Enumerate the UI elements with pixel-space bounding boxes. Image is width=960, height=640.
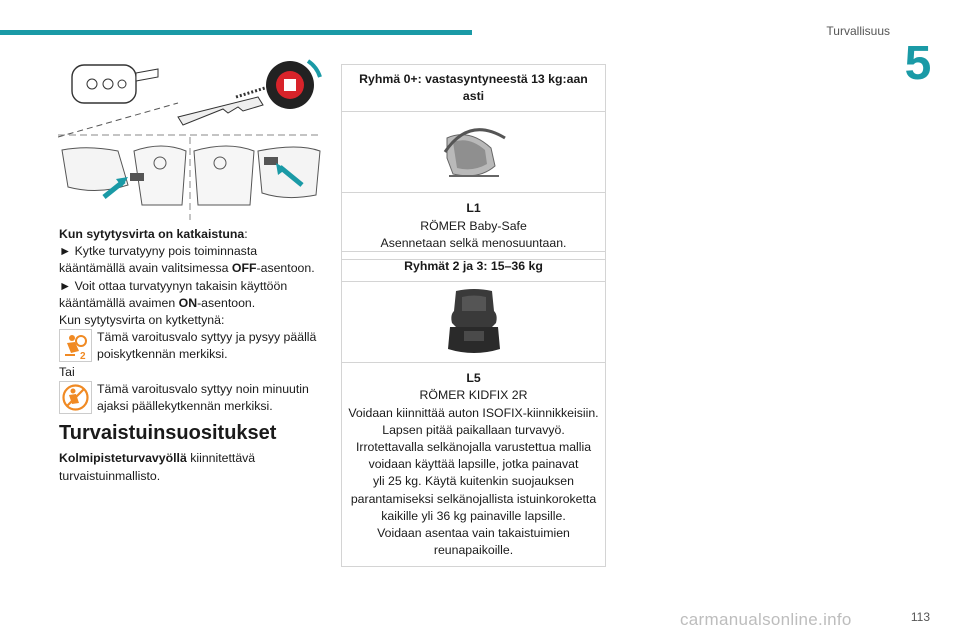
instruction-off: ► Kytke turvatyyny pois toiminnasta kääntämällä avain valitsimessa OFF-asentoon. [59, 244, 315, 276]
booster-seat-icon [446, 287, 502, 357]
seat-description-line: Voidaan asentaa vain takaistuimien [377, 526, 570, 541]
infant-carrier-seat-icon [439, 118, 509, 186]
seat-description-line: Lapsen pitää paikallaan turvavyö. [382, 422, 565, 437]
seat-table-group-0 [341, 64, 606, 260]
seat-description-line: parantamiseksi selkänojallista istuinkoroketta [350, 491, 597, 506]
page-number: 113 [910, 610, 930, 624]
seat-code: L5 [466, 371, 481, 386]
ignition-on-text: Kun sytytysvirta on kytkettynä: [59, 313, 225, 328]
table-image-cell [342, 112, 605, 193]
seat-model: RÖMER Baby-Safe [420, 218, 527, 233]
table-image-cell [342, 282, 605, 363]
seat-code: L1 [466, 201, 481, 216]
chapter-number: 5 [904, 37, 932, 90]
table-body-cell [342, 193, 605, 259]
svg-text:2: 2 [80, 351, 86, 363]
seat-model: RÖMER KIDFIX 2R [419, 388, 528, 403]
seat-note: Asennetaan selkä menosuuntaan. [380, 235, 567, 250]
left-column [59, 226, 321, 485]
warning-on-text: Tämä varoitusvalo syttyy noin minuutin ajaksi päällekytkennän merkiksi. [97, 381, 309, 414]
warning-off-row [59, 329, 321, 363]
airbag-switch-icon [266, 61, 320, 109]
recommendation-text: Kolmipisteturvavyöllä kiinnitettävä turvaistuinmallisto. [59, 451, 256, 483]
ignition-off-heading: Kun sytytysvirta on katkaistuna: [59, 227, 248, 241]
seat-table-group-2-3 [341, 251, 606, 567]
section-heading: Turvaistuinsuositukset [59, 422, 277, 445]
seat-description-line: kaikille yli 36 kg painaville lapsille. [381, 508, 566, 523]
table-body-cell [342, 363, 605, 566]
airbag-on-warning-icon [59, 381, 92, 414]
seat-description-line: voidaan käyttää lapsille, jotka painavat [368, 457, 579, 472]
seat-description-line: Voidaan kiinnittää auton ISOFIX-kiinnikkeisiin. [348, 405, 599, 420]
table-header: Ryhmä 0+: vastasyntyneestä 13 kg:aan asti [342, 65, 605, 112]
table-header: Ryhmät 2 ja 3: 15–36 kg [342, 252, 605, 282]
or-text: Tai [59, 364, 75, 379]
instruction-on: ► Voit ottaa turvatyynyn takaisin käyttöön kääntämällä avaimen ON-asentoon. [59, 278, 288, 310]
watermark: carmanualsonline.info [680, 610, 852, 629]
airbag-off-warning-icon [59, 329, 92, 362]
seat-description-line: reunapaikoille. [433, 543, 514, 558]
warning-on-row [59, 381, 321, 415]
car-key-icon [72, 65, 158, 103]
warning-off-text: Tämä varoitusvalo syttyy ja pysyy päällä poiskytkennän merkiksi. [97, 330, 317, 362]
seat-description-line: yli 25 kg. Käytä kuitenkin suojauksen [373, 474, 574, 489]
header-accent-bar [0, 30, 472, 35]
section-title: Turvallisuus [826, 24, 890, 38]
airbag-key-switch-illustration [58, 55, 322, 220]
seat-description-line: Irrotettavalla selkänojalla varustettua mallia [355, 440, 592, 455]
